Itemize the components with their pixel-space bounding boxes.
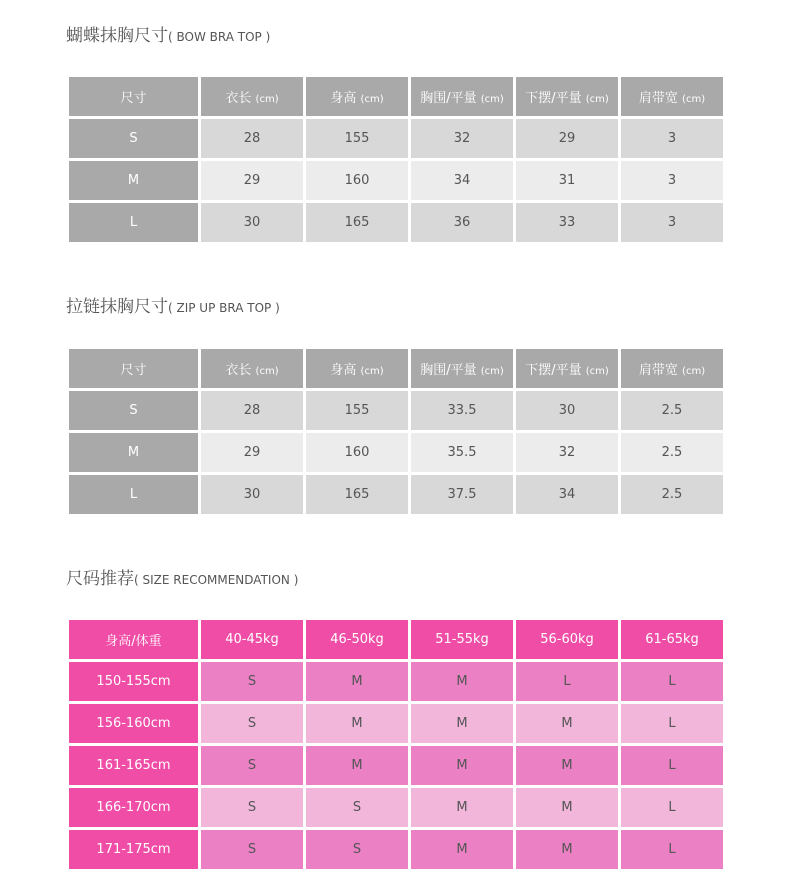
table-cell: S [201, 704, 303, 743]
table-cell: 165 [306, 203, 408, 242]
table-cell: 32 [516, 433, 618, 472]
row-size: M [69, 433, 198, 472]
header-size: 尺寸 [69, 77, 198, 116]
table-cell: L [621, 746, 723, 785]
row-height-range: 166-170cm [69, 788, 198, 827]
table-cell: M [516, 704, 618, 743]
table-cell: M [411, 746, 513, 785]
header-strap-width: 肩带宽 (cm) [621, 77, 723, 116]
table-cell: S [201, 788, 303, 827]
table-cell: L [621, 704, 723, 743]
size-recommendation-table [66, 617, 726, 872]
table-row [69, 203, 723, 242]
header-weight-range: 61-65kg [621, 620, 723, 659]
table-cell: 165 [306, 475, 408, 514]
table-cell: 28 [201, 391, 303, 430]
header-height: 身高 (cm) [306, 77, 408, 116]
header-weight-range: 46-50kg [306, 620, 408, 659]
table-cell: 33.5 [411, 391, 513, 430]
table-cell: L [516, 662, 618, 701]
table-cell: 29 [201, 433, 303, 472]
table-header-row [69, 77, 723, 116]
header-weight-range: 56-60kg [516, 620, 618, 659]
header-strap-width: 肩带宽 (cm) [621, 349, 723, 388]
table-cell: 33 [516, 203, 618, 242]
table-cell: S [201, 830, 303, 869]
header-hem: 下摆/平量 (cm) [516, 349, 618, 388]
table-cell: M [411, 830, 513, 869]
header-weight-range: 40-45kg [201, 620, 303, 659]
table-row [69, 704, 723, 743]
row-height-range: 150-155cm [69, 662, 198, 701]
zip-section-title [66, 297, 280, 318]
table-cell: 2.5 [621, 475, 723, 514]
table-row [69, 119, 723, 158]
table-header-row [69, 349, 723, 388]
table-cell: 155 [306, 119, 408, 158]
row-height-range: 156-160cm [69, 704, 198, 743]
table-row [69, 161, 723, 200]
header-height-weight: 身高/体重 [69, 620, 198, 659]
header-size: 尺寸 [69, 349, 198, 388]
zip-subtitle: ( ZIP UP BRA TOP ) [168, 301, 280, 315]
table-cell: 160 [306, 433, 408, 472]
zip-size-table [66, 346, 726, 517]
row-height-range: 171-175cm [69, 830, 198, 869]
table-cell: 2.5 [621, 433, 723, 472]
table-cell: 28 [201, 119, 303, 158]
table-cell: 160 [306, 161, 408, 200]
table-row [69, 662, 723, 701]
table-cell: M [411, 788, 513, 827]
table-cell: M [516, 788, 618, 827]
table-cell: M [306, 704, 408, 743]
table-cell: 35.5 [411, 433, 513, 472]
table-cell: 30 [201, 203, 303, 242]
table-cell: 3 [621, 119, 723, 158]
table-cell: M [411, 662, 513, 701]
table-cell: 3 [621, 161, 723, 200]
table-cell: S [306, 788, 408, 827]
header-bust: 胸围/平量 (cm) [411, 77, 513, 116]
bow-section-title [66, 26, 270, 47]
table-row [69, 788, 723, 827]
table-cell: 34 [411, 161, 513, 200]
row-size: L [69, 475, 198, 514]
recommend-title: 尺码推荐 [66, 569, 134, 589]
recommend-subtitle: ( SIZE RECOMMENDATION ) [134, 573, 299, 587]
table-cell: 34 [516, 475, 618, 514]
table-cell: L [621, 830, 723, 869]
table-cell: 37.5 [411, 475, 513, 514]
table-header-row [69, 620, 723, 659]
table-cell: 155 [306, 391, 408, 430]
row-size: L [69, 203, 198, 242]
header-length: 衣长 (cm) [201, 349, 303, 388]
table-cell: 29 [516, 119, 618, 158]
table-row [69, 830, 723, 869]
header-bust: 胸围/平量 (cm) [411, 349, 513, 388]
table-cell: 2.5 [621, 391, 723, 430]
table-cell: M [411, 704, 513, 743]
table-cell: 30 [201, 475, 303, 514]
table-cell: S [201, 746, 303, 785]
table-cell: 32 [411, 119, 513, 158]
row-size: S [69, 391, 198, 430]
table-cell: L [621, 788, 723, 827]
zip-title: 拉链抹胸尺寸 [66, 297, 168, 317]
table-cell: L [621, 662, 723, 701]
header-height: 身高 (cm) [306, 349, 408, 388]
bow-size-table [66, 74, 726, 245]
bow-title: 蝴蝶抹胸尺寸 [66, 26, 168, 46]
bow-subtitle: ( BOW BRA TOP ) [168, 30, 271, 44]
table-row [69, 746, 723, 785]
table-cell: S [306, 830, 408, 869]
header-weight-range: 51-55kg [411, 620, 513, 659]
table-row [69, 433, 723, 472]
table-cell: M [516, 746, 618, 785]
table-cell: 3 [621, 203, 723, 242]
table-cell: M [516, 830, 618, 869]
table-row [69, 391, 723, 430]
row-height-range: 161-165cm [69, 746, 198, 785]
table-cell: M [306, 662, 408, 701]
table-cell: 30 [516, 391, 618, 430]
header-length: 衣长 (cm) [201, 77, 303, 116]
table-row [69, 475, 723, 514]
header-hem: 下摆/平量 (cm) [516, 77, 618, 116]
table-cell: 31 [516, 161, 618, 200]
table-cell: 36 [411, 203, 513, 242]
recommend-section-title [66, 569, 298, 590]
table-cell: M [306, 746, 408, 785]
row-size: M [69, 161, 198, 200]
row-size: S [69, 119, 198, 158]
table-cell: 29 [201, 161, 303, 200]
table-cell: S [201, 662, 303, 701]
